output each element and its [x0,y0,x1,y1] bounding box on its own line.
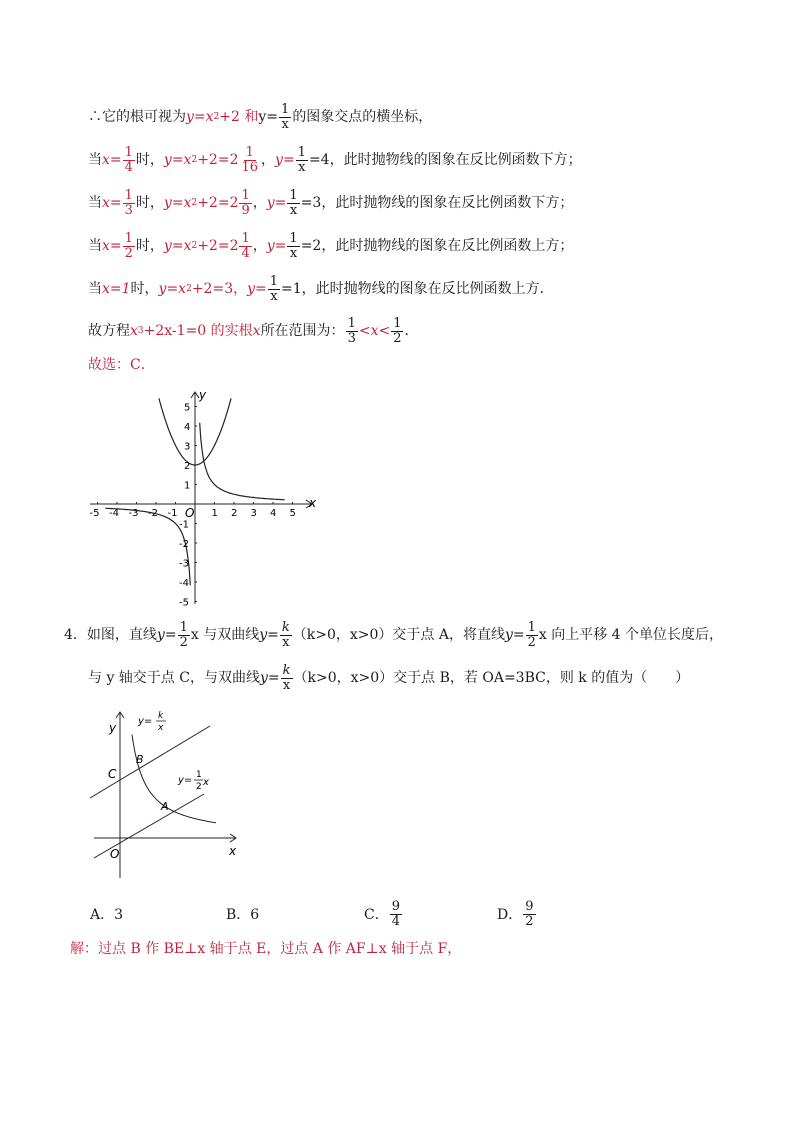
svg-text:1: 1 [196,770,202,780]
x-tick-label: 1 [211,508,218,519]
y-tick-label: 2 [184,461,191,472]
svg-text:y=: y= [178,775,193,786]
x-tick-label: 5 [289,508,296,519]
svg-text:A: A [161,800,169,813]
origin-label: O [185,506,195,520]
x-axis-label: x [309,496,317,510]
answer-choice-text: 故选：C． [88,357,155,373]
svg-text:x: x [158,723,164,733]
x-tick-label: -4 [109,508,119,519]
x-tick-label: -3 [128,508,139,519]
svg-text:B: B [136,753,144,766]
y-tick-label: 4 [184,422,191,433]
line-shifted [90,726,210,798]
svg-text:x: x [229,844,237,858]
option-d[interactable]: D． $\frac{9}{2}$ [497,898,534,929]
option-b[interactable]: B．6 [226,907,260,923]
graph-parabola-hyperbola [80,384,330,610]
y-tick-label: -4 [179,578,189,589]
question-4-line-1: 4．如图，直线 y= $\frac{1}{2}$ x 与双曲线 y= $\frac{k}{x}$ （k>0，x>0）交于点 A，将直线 y= $\frac{1}{2}$ x 向上平移 4 个单位长度后， [64,619,724,650]
question-4-line-2: 与 y 轴交于点 C，与双曲线 y= $\frac{k}{x}$ （k>0，x>0）交于点 B，若 OA=3BC，则 k 的值为（ ） [88,662,690,693]
y-axis-label: y [199,388,207,402]
x-tick-label: 4 [270,508,277,519]
hyperbola-branch-left [105,508,190,585]
graph-lines-hyperbola [86,706,246,882]
svg-text:x: x [203,777,209,788]
y-tick-label: -2 [179,539,189,550]
hyperbola-branch-right [200,423,285,500]
option-a[interactable]: A．3 [90,907,124,923]
option-c[interactable]: C． $\frac{9}{4}$ [364,898,400,929]
solution-line-5: 当 x=1 时， y=x 2 +2=3， y= $\frac{1}{x}$ =1，此时抛物线的图象在反比例函数上方． [88,273,554,304]
x-tick-label: -2 [148,508,158,519]
y-tick-label: -3 [179,558,189,570]
x-tick-label: 2 [231,508,238,519]
svg-text:k: k [158,711,164,721]
svg-text:y: y [109,721,117,735]
x-tick-label: -5 [89,508,100,519]
y-tick-label: 1 [184,480,191,492]
y-tick-label: 3 [184,441,191,453]
y-tick-label: 5 [184,402,191,414]
svg-text:C: C [108,767,117,781]
solution-line-3: 当 x= $\frac{1}{3}$ 时， y=x 2 +2=2 $\frac{1}{9}$ ， y= $\frac{1}{x}$ =3，此时抛物线的图象在反比例函数下方； [88,187,574,218]
y-tick-label: -1 [179,519,189,531]
x-tick-label: -1 [167,508,178,519]
solution-line-6: 故方程 x 3 +2x-1=0 的实根 x 所在范围为： $\frac{1}{3}$ <x< $\frac{1}{2}$ ． [88,315,419,346]
solution-line-1: ∴它的根可视为 y =x 2 +2 和 y= $\frac{1}{x}$ 的图象交点的横坐标， [88,101,433,132]
solution-4-line: 解：过点 B 作 BE⊥x 轴于点 E，过点 A 作 AF⊥x 轴于点 F， [70,941,462,957]
y-tick-label: -5 [179,597,189,609]
svg-text:O: O [110,847,120,861]
solution-line-2: 当 x= $\frac{1}{4}$ 时， y=x 2 +2=2 $\frac{1}{16}$ ， y= $\frac{1}{x}$ =4，此时抛物线的图象在反比例函数下方； [88,144,582,175]
x-tick-label: 3 [250,508,257,519]
solution-line-4: 当 x= $\frac{1}{2}$ 时， y=x 2 +2=2 $\frac{1}{4}$ ， y= $\frac{1}{x}$ =2，此时抛物线的图象在反比例函数上方； [88,230,574,261]
svg-text:y=: y= [138,716,153,727]
svg-text:2: 2 [196,782,202,792]
